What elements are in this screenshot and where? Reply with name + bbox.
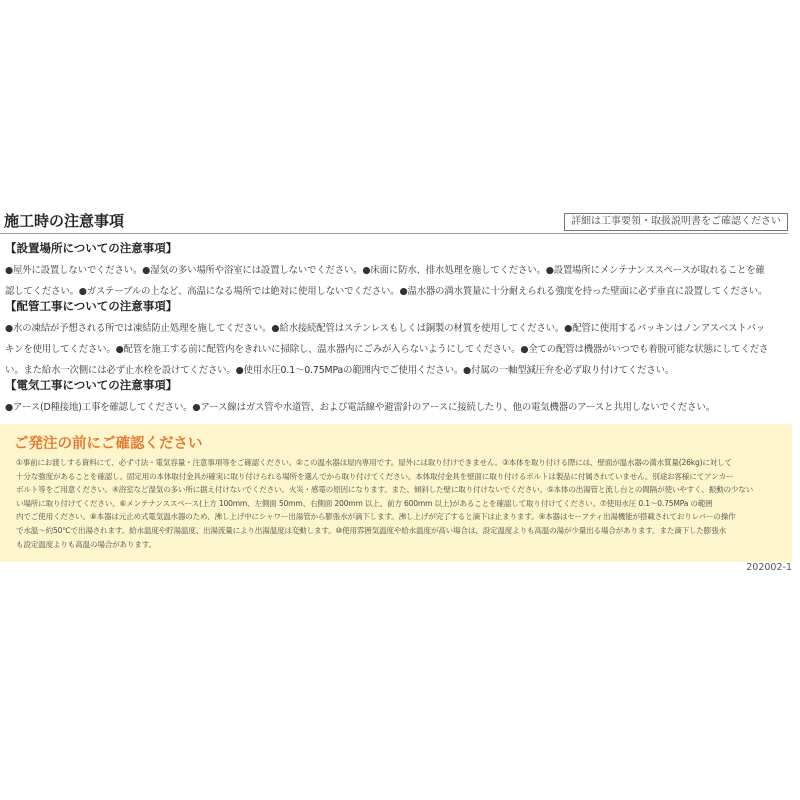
- section-installation-location: [5, 240, 785, 302]
- confirmation-line: 内でご使用ください。⑧本器は元止め式電気温水器のため、沸し上げ中にシャワー出湯管から膨張水が滴下します。沸し上げが完了すると滴下は止まります。⑨本器はセーフティ出湯機能が搭載されておりレバーの操作: [16, 512, 736, 522]
- header-divider: [0, 233, 788, 234]
- confirmation-line: い場所に取り付けてください。⑥メンテナンススペース(上方 100mm、左側面 50mm、右側面 200mm 以上、前方 600mm 以上)があることを確認して取り付けてください。⑦使用水圧 0.1～0.75MPa の範囲: [16, 498, 713, 508]
- section-body: [5, 397, 785, 418]
- section-heading: 【電気工事についての注意事項】: [5, 378, 178, 392]
- section-body: [5, 318, 785, 381]
- body-line: 認してください。●ガステーブルの上など、高温になる場所では絶対に使用しないでください。●温水器の満水質量に十分耐えられる強度を持った壁面に必ず垂直に設置してください。: [5, 286, 768, 297]
- body-line: ●水の凍結が予想される所では凍結防止処理を施してください。●給水接続配管はステンレスもしくは銅製の材質を使用してください。●配管に使用するパッキンはノンアスベストパッ: [5, 323, 765, 334]
- confirmation-body: [16, 456, 786, 551]
- body-line: い。また給水一次側には必ず止水栓を設けてください。●使用水圧0.1～0.75MPaの範囲内でご使用ください。●付属の一軸型減圧弁を必ず取り付けてください。: [5, 365, 675, 376]
- pre-order-confirmation-panel: [0, 424, 792, 562]
- confirmation-title: ご発注の前にご確認ください: [14, 436, 203, 452]
- header-row: [0, 210, 800, 232]
- body-line: ●アース(D種接地)工事を確認してください。●アース線はガス管や水道管、および電話線や避雷針のアースに接続したり、他の電気機器のアースと共用しないでください。: [5, 402, 715, 413]
- confirmation-line: も設定温度よりも高温の場合があります。: [16, 539, 156, 549]
- confirmation-line: で水温～約50℃で出湯されます。給水温度や貯湯温度、出湯流量により出湯温度は変動します。⑩使用雰囲気温度や給水温度が高い場合は、設定温度よりも高温の湯が少量出る場合があります。また滴下した膨張水: [16, 525, 726, 535]
- detail-note-box: 詳細は工事要領・取扱説明書をご確認ください: [564, 213, 788, 231]
- confirmation-line: 十分な強度があることを確認し、固定用の本体取付金具が確実に取り付けられる場所を選んでから取り付けてください。本体取付金具を壁面に取り付けるボルトは製品に付属されていません。別途お客様にてアンカー: [16, 471, 734, 481]
- section-heading: 【配管工事についての注意事項】: [5, 299, 178, 313]
- body-line: キンを使用してください。●配管を施工する前に配管内をきれいに掃除し、温水器内にごみが入らないようにしてください。●全ての配管は機器がいつでも着脱可能な状態にしてくださ: [5, 344, 769, 355]
- page-title: 施工時の注意事項: [4, 212, 125, 230]
- document-code: 202002-1: [746, 562, 792, 573]
- body-line: ●屋外に設置しないでください。●湿気の多い場所や浴室には設置しないでください。●床面に防水、排水処理を施してください。●設置場所にメンテナンススペースが取れることを確: [5, 265, 765, 276]
- confirmation-line: ボルト等をご用意ください。④浴室など湿気の多い所に据え付けないでください。火災・感電の原因になります。また、傾斜した壁に取り付けないでください。⑤本体の出湯管と流し台との間隔が使いやすく、振動の少ない: [16, 485, 754, 495]
- section-piping-work: [5, 298, 785, 381]
- confirmation-line: ①事前にお渡しする資料にて、必ず寸法・電気容量・注意事項等をご確認ください。②この温水器は屋内専用です。屋外には取り付けできません。③本体を取り付ける際には、壁面が温水器の満水質量(26kg)に対して: [16, 458, 732, 467]
- section-heading: 【設置場所についての注意事項】: [5, 241, 178, 255]
- section-electrical-work: [5, 377, 785, 418]
- section-body: [5, 260, 785, 302]
